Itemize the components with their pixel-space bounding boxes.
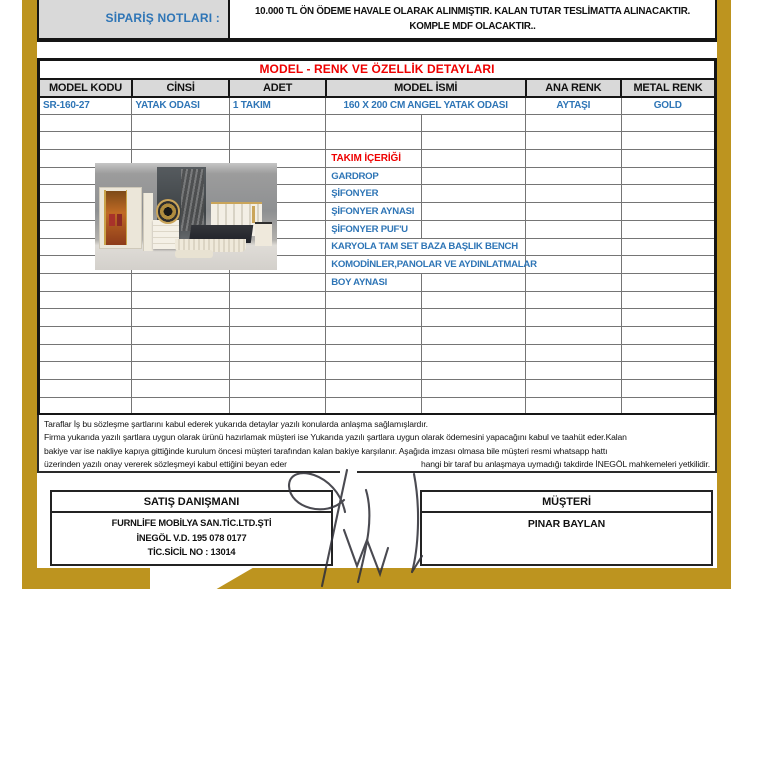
table-row: [39, 362, 716, 380]
table-row: [39, 326, 716, 344]
set-item-cell: ŞİFONYER PUF'U: [326, 220, 421, 238]
table-cell: [621, 150, 715, 168]
table-row: [39, 380, 716, 398]
cell-adet: 1 TAKIM: [229, 97, 325, 115]
table-cell: [39, 344, 132, 362]
table-cell: [526, 397, 621, 415]
table-cell: [326, 114, 421, 132]
table-cell: [229, 309, 325, 327]
table-cell: [526, 273, 621, 291]
table-row: [39, 344, 716, 362]
table-cell: [526, 220, 621, 238]
table-cell: [39, 326, 132, 344]
table-cell: [326, 326, 421, 344]
header-model-ismi: MODEL İSMİ: [326, 79, 526, 97]
table-cell: [621, 326, 715, 344]
cell-metal-renk: GOLD: [621, 97, 715, 115]
photo-round-mirror: [156, 199, 180, 223]
terms-line4-left: üzerinden yazılı onay vererek sözleşmeyi kabul ettiğini beyan eder: [44, 459, 287, 470]
order-notes-line1: 10.000 TL ÖN ÖDEME HAVALE OLARAK ALINMIŞTIR. KALAN TUTAR TESLİMATTA ALINACAKTIR.: [254, 6, 690, 17]
table-cell: [621, 167, 715, 185]
table-cell: [621, 114, 715, 132]
table-cell: [621, 256, 715, 274]
seller-title: SATIŞ DANIŞMANI: [52, 492, 331, 513]
seller-registry: TİC.SİCİL NO : 13014: [147, 547, 236, 557]
table-cell: [421, 150, 525, 168]
table-cell: [326, 132, 421, 150]
header-ana-renk: ANA RENK: [526, 79, 621, 97]
table-cell: [132, 397, 229, 415]
table-row: [39, 132, 716, 150]
table-cell: [421, 309, 525, 327]
photo-nightstand: [255, 222, 271, 246]
table-row: [39, 309, 716, 327]
table-cell: [421, 344, 525, 362]
table-cell: [326, 309, 421, 327]
table-cell: [621, 309, 715, 327]
table-cell: [326, 362, 421, 380]
handwritten-signature: [225, 460, 430, 592]
table-cell: [39, 380, 132, 398]
order-notes-box: [37, 0, 717, 42]
table-cell: [621, 291, 715, 309]
table-cell: [526, 256, 621, 274]
table-cell: [229, 362, 325, 380]
table-cell: [39, 397, 132, 415]
set-contents-header-cell: TAKIM İÇERİĞİ: [326, 150, 421, 168]
table-cell: [421, 326, 525, 344]
table-row: [39, 291, 716, 309]
table-cell: [421, 167, 525, 185]
table-cell: [132, 344, 229, 362]
table-cell: [326, 291, 421, 309]
set-item-cell: BOY AYNASI: [326, 273, 421, 291]
table-cell: [132, 291, 229, 309]
table-cell: [132, 132, 229, 150]
table-cell: [421, 114, 525, 132]
table-cell: [526, 185, 621, 203]
table-cell: [621, 185, 715, 203]
table-cell: [526, 132, 621, 150]
cell-ana-renk: AYTAŞI: [526, 97, 621, 115]
order-notes-text: [230, 0, 715, 38]
table-cell: [229, 344, 325, 362]
table-cell: [326, 344, 421, 362]
table-cell: [526, 203, 621, 221]
customer-title: MÜŞTERİ: [422, 492, 711, 513]
cell-model-ismi: 160 X 200 CM ANGEL YATAK ODASI: [326, 97, 526, 115]
set-item-cell: KOMODİNLER,PANOLAR VE AYDINLATMALAR: [326, 256, 526, 274]
table-cell: [621, 238, 715, 256]
table-cell: [621, 273, 715, 291]
table-cell: [39, 362, 132, 380]
table-cell: [229, 326, 325, 344]
table-row: [39, 114, 716, 132]
table-cell: [526, 167, 621, 185]
terms-line2: Firma yukarıda yazılı şartlara uygun olarak ürünü hazırlamak müşteri ise Yukarıda yazılı şartlara uygun olarak ödemesini yapacağını kabul ve taahüt eder.Kalan: [44, 432, 627, 443]
table-cell: [421, 203, 525, 221]
table-header-row: [39, 79, 716, 97]
table-row: [39, 273, 716, 291]
terms-line3: bakiye var ise nakliye kapıya gittiğinde kurulum öncesi müşteri tarafından kalan bakiye karşılanır. Aşağıda imzası olmasa bile müşteri resmi whatsapp hattı: [44, 445, 608, 456]
table-cell: [526, 344, 621, 362]
table-cell: [229, 114, 325, 132]
order-notes-line2: KOMPLE MDF OLACAKTIR..: [409, 21, 536, 32]
table-cell: [326, 380, 421, 398]
table-cell: [421, 273, 525, 291]
terms-line1: Taraflar İş bu sözleşme şartlarını kabul ederek yukarıda detaylar yazılı konularda anlaşma sağlamışlardır.: [44, 419, 428, 429]
set-item-cell: ŞİFONYER AYNASI: [326, 203, 421, 221]
table-cell: [229, 397, 325, 415]
table-cell: [526, 150, 621, 168]
table-cell: [421, 397, 525, 415]
table-cell: [326, 397, 421, 415]
photo-lamp: [252, 206, 255, 223]
table-cell: [229, 132, 325, 150]
customer-name: PINAR BAYLAN: [527, 518, 606, 530]
cell-cinsi: YATAK ODASI: [132, 97, 229, 115]
seller-company: FURNLİFE MOBİLYA SAN.TİC.LTD.ŞTİ: [111, 518, 272, 528]
header-adet: ADET: [229, 79, 325, 97]
table-cell: [229, 273, 325, 291]
seller-tax-office: İNEGÖL V.D. 195 078 0177: [136, 532, 247, 543]
customer-signature-box: [420, 490, 713, 566]
table-cell: [132, 309, 229, 327]
table-cell: [39, 132, 132, 150]
frame-right-border: [717, 0, 731, 589]
header-model-kodu: MODEL KODU: [39, 79, 132, 97]
table-cell: [421, 380, 525, 398]
table-cell: [526, 326, 621, 344]
table-cell: [526, 309, 621, 327]
header-metal-renk: METAL RENK: [621, 79, 715, 97]
table-cell: [621, 203, 715, 221]
set-item-cell: KARYOLA TAM SET BAZA BAŞLIK BENCH: [326, 238, 526, 256]
table-cell: [621, 397, 715, 415]
table-cell: [132, 326, 229, 344]
table-cell: [526, 362, 621, 380]
table-cell: [132, 114, 229, 132]
set-item-cell: GARDROP: [326, 167, 421, 185]
table-row: [39, 97, 716, 115]
table-cell: [621, 132, 715, 150]
table-title: MODEL - RENK VE ÖZELLİK DETAYLARI: [39, 60, 716, 79]
table-cell: [421, 132, 525, 150]
table-cell: [229, 380, 325, 398]
table-cell: [421, 362, 525, 380]
table-cell: [526, 380, 621, 398]
photo-curtain: [181, 169, 205, 231]
table-cell: [39, 291, 132, 309]
terms-line4-right: hangi bir taraf bu anlaşmaya uymadığı takdirde İNEGÖL mahkemeleri yetkilidir.: [420, 459, 710, 470]
table-cell: [132, 362, 229, 380]
table-cell: [621, 220, 715, 238]
table-cell: [621, 344, 715, 362]
header-cinsi: CİNSİ: [132, 79, 229, 97]
table-cell: [39, 273, 132, 291]
table-cell: [421, 291, 525, 309]
set-item-cell: ŞİFONYER: [326, 185, 421, 203]
table-cell: [229, 291, 325, 309]
table-cell: [132, 380, 229, 398]
order-notes-label: SİPARİŞ NOTLARI :: [39, 0, 230, 38]
table-cell: [621, 380, 715, 398]
frame-left-border: [22, 0, 37, 589]
table-cell: [421, 220, 525, 238]
cell-model-kodu: SR-160-27: [39, 97, 132, 115]
table-cell: [39, 309, 132, 327]
table-cell: [621, 362, 715, 380]
table-cell: [526, 291, 621, 309]
table-cell: [526, 238, 621, 256]
photo-wardrobe: [99, 187, 143, 249]
table-cell: [39, 114, 132, 132]
table-cell: [526, 114, 621, 132]
table-cell: [132, 273, 229, 291]
table-row: [39, 397, 716, 415]
product-photo: [95, 163, 277, 270]
photo-bench: [175, 250, 213, 259]
table-cell: [421, 185, 525, 203]
